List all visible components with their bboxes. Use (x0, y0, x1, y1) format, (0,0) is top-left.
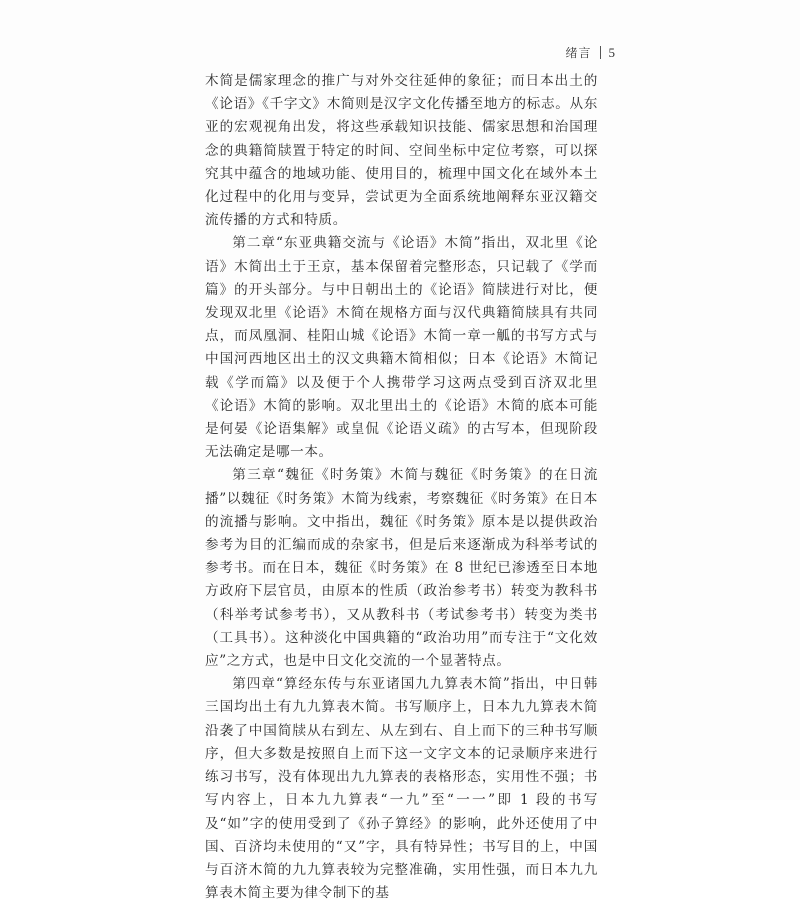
paragraph-continued: 木简是儒家理念的推广与对外交往延伸的象征；而日本出土的《论语》《千字文》木简则是汉字文化传播至地方的标志。从东亚的宏观视角出发，将这些承载知识技能、儒家思想和治国理念的典籍简牍置于特定的时间、空间坐标中定位考察，可以探究其中蕴含的地域功能、使用目的，梳理中国文化在域外本土化过程中的化用与变异，尝试更为全面系统地阐释东亚汉籍交流传播的方式和特质。 (205, 73, 598, 229)
page-number: 5 (608, 44, 616, 60)
paragraph-chapter-4: 第四章“算经东传与东亚诸国九九算表木简”指出，中日韩三国均出土有九九算表木简。书写顺序上，日本九九算表木简沿袭了中国简牍从右到左、从左到右、自上而下的三种书写顺序，但大多数是按照自上而下这一文字文本的记录顺序来进行练习书写，没有体现出九九算表的表格形态，实用性不强；书写内容上，日本九九算表“一九”至“一一”即 1 段的书写及“如”字的使用受到了《孙子算经》的影响，此外还使用了中国、百济均未使用的“又”字，具有特异性；书写目的上，中国与百济木简的九九算表较为完整准确，实用性强，而日本九九算表木简主要为律令制下的基 (205, 676, 598, 902)
running-head (565, 44, 616, 61)
body-text (205, 70, 598, 905)
section-title: 绪言 (565, 46, 592, 60)
header-divider (600, 46, 601, 59)
paragraph-chapter-3: 第三章“魏征《时务策》木简与魏征《时务策》的在日流播”以魏征《时务策》木简为线索，考察魏征《时务策》在日本的流播与影响。文中指出，魏征《时务策》原本是以提供政治参考为目的汇编而成的杂家书，但是后来逐渐成为科举考试的参考书。而在日本，魏征《时务策》在 8 世纪已渗透至日本地方政府下层官员，由原本的性质（政治参考书）转变为教科书（科举考试参考书），又从教科书（考试参考书）转变为类书（工具书）。这种淡化中国典籍的“政治功用”而专注于“文化效应”之方式，也是中日文化交流的一个显著特点。 (205, 467, 598, 670)
paragraph-chapter-2: 第二章“东亚典籍交流与《论语》木简”指出，双北里《论语》木简出土于王京，基本保留着完整形态，只记载了《学而篇》的开头部分。与中日朝出土的《论语》简牍进行对比，便发现双北里《论语》木简在规格方面与汉代典籍简牍具有共同点，而凤凰洞、桂阳山城《论语》木简一章一觚的书写方式与中国河西地区出土的汉文典籍木简相似；日本《论语》木简记载《学而篇》以及便于个人携带学习这两点受到百济双北里《论语》木简的影响。双北里出土的《论语》木简的底本可能是何晏《论语集解》或皇侃《论语义疏》的古写本，但现阶段无法确定是哪一本。 (205, 235, 598, 461)
